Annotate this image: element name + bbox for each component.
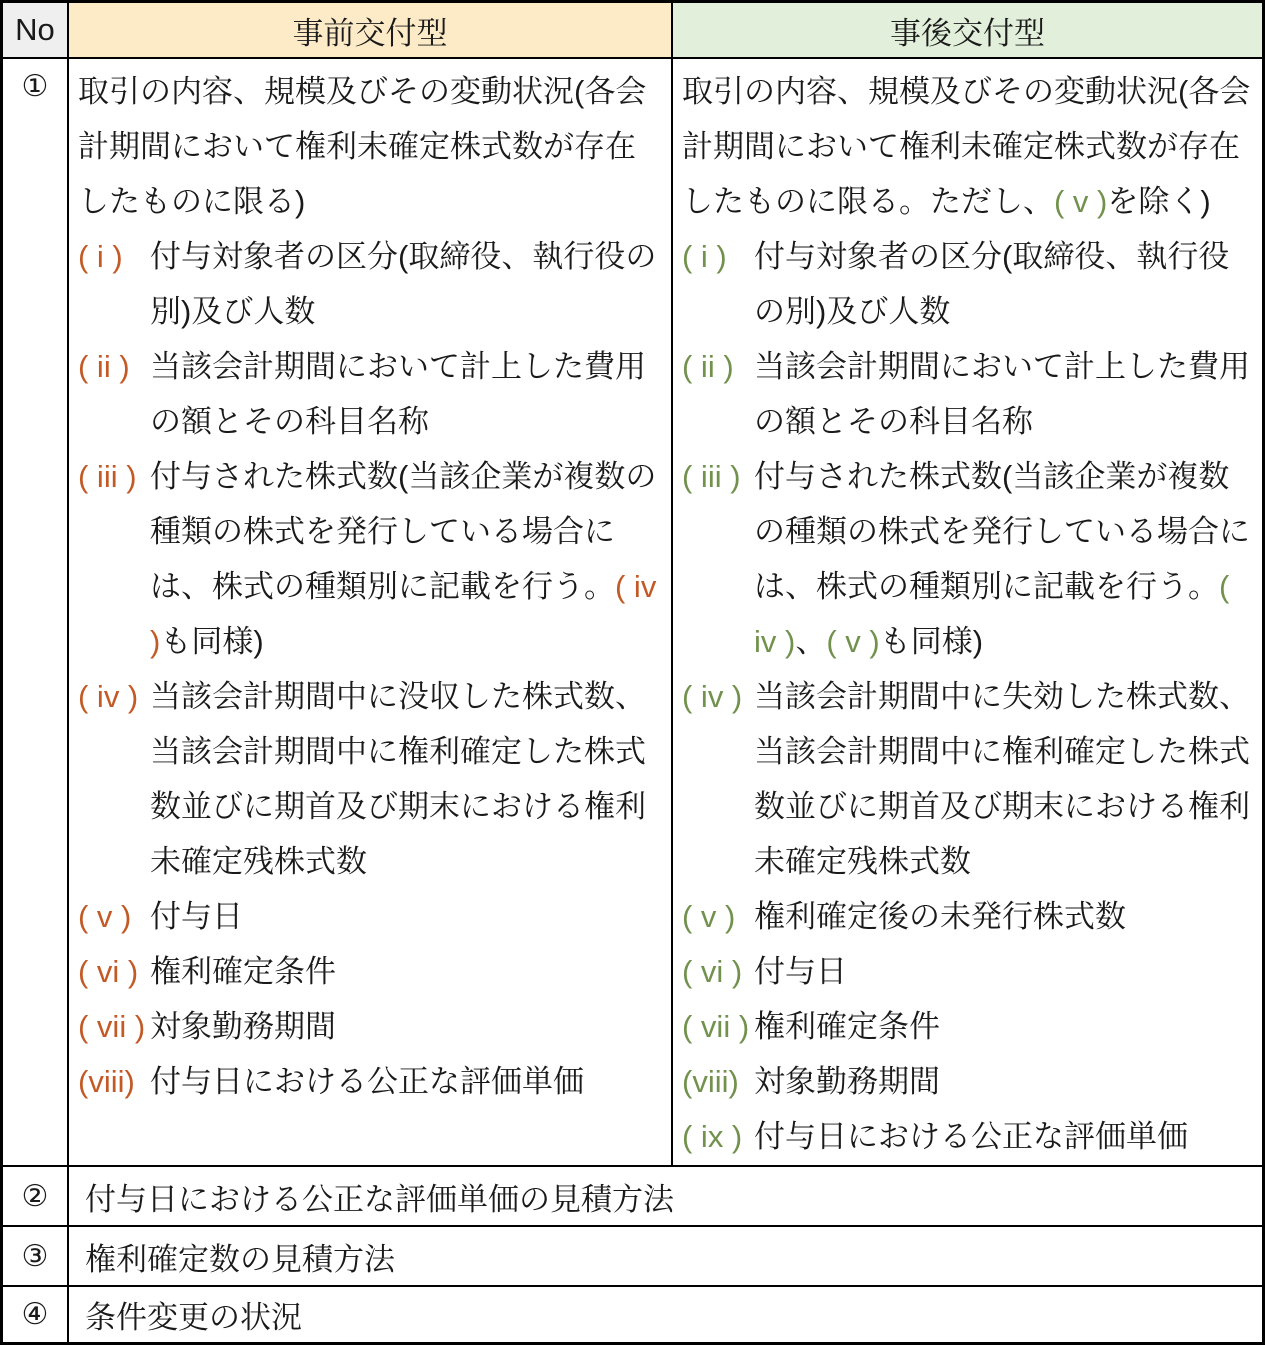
- text-segment: 付与対象者の区分(取締役、執行役の別)及び人数: [754, 239, 1230, 329]
- item-numeral: (viii): [682, 1064, 739, 1099]
- text-segment: 付与日における公正な評価単価: [150, 1064, 584, 1099]
- merged-content-cell: [67, 1227, 1262, 1285]
- merged-content-cell: [67, 1287, 1262, 1342]
- text-segment: 付与日における公正な評価単価: [754, 1119, 1188, 1154]
- header-no-cell: [3, 3, 67, 57]
- text-segment: 当該会計期間において計上した費用の額とその科目名称: [150, 349, 646, 439]
- merged-row-text: 付与日における公正な評価単価の見積方法: [85, 1181, 674, 1217]
- row-number-circled-4: ④: [21, 1298, 49, 1331]
- item-numeral: ( vii ): [78, 1009, 146, 1044]
- item-numeral: ( i ): [78, 239, 123, 274]
- row-number-circled-3: ③: [21, 1239, 49, 1273]
- item-numeral: ( ii ): [682, 349, 734, 384]
- merged-row-text: 権利確定数の見積方法: [85, 1241, 395, 1277]
- list-item: [78, 669, 663, 889]
- list-item: [682, 229, 1254, 339]
- intro-paragraph: [682, 64, 1254, 229]
- list-item: [682, 669, 1254, 889]
- list-item: [78, 889, 663, 944]
- header-post-delivery-label: 事後交付型: [890, 15, 1045, 51]
- list-item: [682, 339, 1254, 449]
- row-number-cell: [3, 1227, 67, 1285]
- table-row-2: [3, 1165, 1262, 1225]
- text-segment: 権利確定条件: [150, 954, 336, 989]
- text-segment: 付与対象者の区分(取締役、執行役の別)及び人数: [150, 239, 657, 329]
- intro-paragraph: [78, 64, 663, 229]
- text-segment: 付与された株式数(当該企業が複数の種類の株式を発行している場合には、株式の種類別に記載を行う。: [754, 459, 1250, 604]
- item-numeral: ( ix ): [682, 1119, 743, 1154]
- header-post-delivery-cell: [671, 3, 1262, 57]
- row-number-cell: [3, 1167, 67, 1225]
- inline-numeral-ref: ( v ): [826, 624, 880, 659]
- list-item: [682, 449, 1254, 669]
- text-segment: 権利確定後の未発行株式数: [754, 899, 1126, 934]
- header-no-label: No: [15, 12, 55, 47]
- list-item: [78, 999, 663, 1054]
- table-row-3: [3, 1225, 1262, 1285]
- item-numeral: ( ii ): [78, 349, 130, 384]
- table-row-1: [3, 59, 1262, 1165]
- pre-delivery-content-cell: [67, 59, 671, 1165]
- table-header-row: [3, 3, 1262, 59]
- header-pre-delivery-label: 事前交付型: [292, 15, 448, 51]
- item-numeral: ( vii ): [682, 1009, 750, 1044]
- text-segment: 、: [795, 624, 827, 659]
- item-numeral: ( i ): [682, 239, 727, 274]
- item-numeral: ( v ): [78, 899, 132, 934]
- merged-rows-container: [3, 1165, 1262, 1342]
- item-numeral: ( vi ): [78, 954, 139, 989]
- item-numeral: ( v ): [682, 899, 736, 934]
- header-pre-delivery-cell: [67, 3, 671, 57]
- list-item: [682, 1109, 1254, 1164]
- inline-numeral-ref: ( v ): [1054, 184, 1108, 219]
- text-segment: 取引の内容、規模及びその変動状況(各会計期間において権利未確定株式数が存在したものに限る。ただし、: [682, 74, 1251, 219]
- text-segment: 対象勤務期間: [150, 1009, 336, 1044]
- post-delivery-content-cell: [671, 59, 1262, 1165]
- list-item: [78, 1054, 663, 1109]
- text-segment: 当該会計期間中に失効した株式数、当該会計期間中に権利確定した株式数並びに期首及び期末における権利未確定残株式数: [754, 679, 1250, 879]
- row-number-cell: [3, 59, 67, 1165]
- text-segment: 付与日: [754, 954, 847, 989]
- text-segment: を除く): [1107, 184, 1211, 219]
- text-segment: 当該会計期間中に没収した株式数、当該会計期間中に権利確定した株式数並びに期首及び期末における権利未確定残株式数: [150, 679, 646, 879]
- row-number-cell: [3, 1287, 67, 1342]
- list-item: [78, 944, 663, 999]
- row-number-circled-2: ②: [21, 1179, 49, 1213]
- text-segment: 付与された株式数(当該企業が複数の種類の株式を発行している場合には、株式の種類別に記載を行う。: [150, 459, 657, 604]
- text-segment: 当該会計期間において計上した費用の額とその科目名称: [754, 349, 1250, 439]
- text-segment: 権利確定条件: [754, 1009, 940, 1044]
- text-segment: 付与日: [150, 899, 243, 934]
- list-item: [682, 999, 1254, 1054]
- item-numeral: (viii): [78, 1064, 135, 1099]
- merged-row-text: 条件変更の状況: [85, 1300, 302, 1335]
- text-segment: 取引の内容、規模及びその変動状況(各会計期間において権利未確定株式数が存在したものに限る): [78, 74, 647, 219]
- row-number-circled-1: ①: [21, 70, 49, 103]
- list-item: [78, 339, 663, 449]
- item-numeral: ( iv ): [78, 679, 139, 714]
- text-segment: も同様): [160, 624, 264, 659]
- inline-numeral-ref: ( iv ): [754, 569, 1230, 659]
- item-numeral: ( iv ): [682, 679, 743, 714]
- table-row-4: [3, 1285, 1262, 1342]
- list-item: [682, 1054, 1254, 1109]
- item-numeral: ( iii ): [682, 459, 741, 494]
- text-segment: 対象勤務期間: [754, 1064, 940, 1099]
- item-numeral: ( iii ): [78, 459, 137, 494]
- merged-content-cell: [67, 1167, 1262, 1225]
- text-segment: も同様): [879, 624, 984, 659]
- list-item: [78, 449, 663, 669]
- item-numeral: ( vi ): [682, 954, 743, 989]
- list-item: [682, 944, 1254, 999]
- inline-numeral-ref: ( iv ): [150, 569, 657, 659]
- list-item: [78, 229, 663, 339]
- list-item: [682, 889, 1254, 944]
